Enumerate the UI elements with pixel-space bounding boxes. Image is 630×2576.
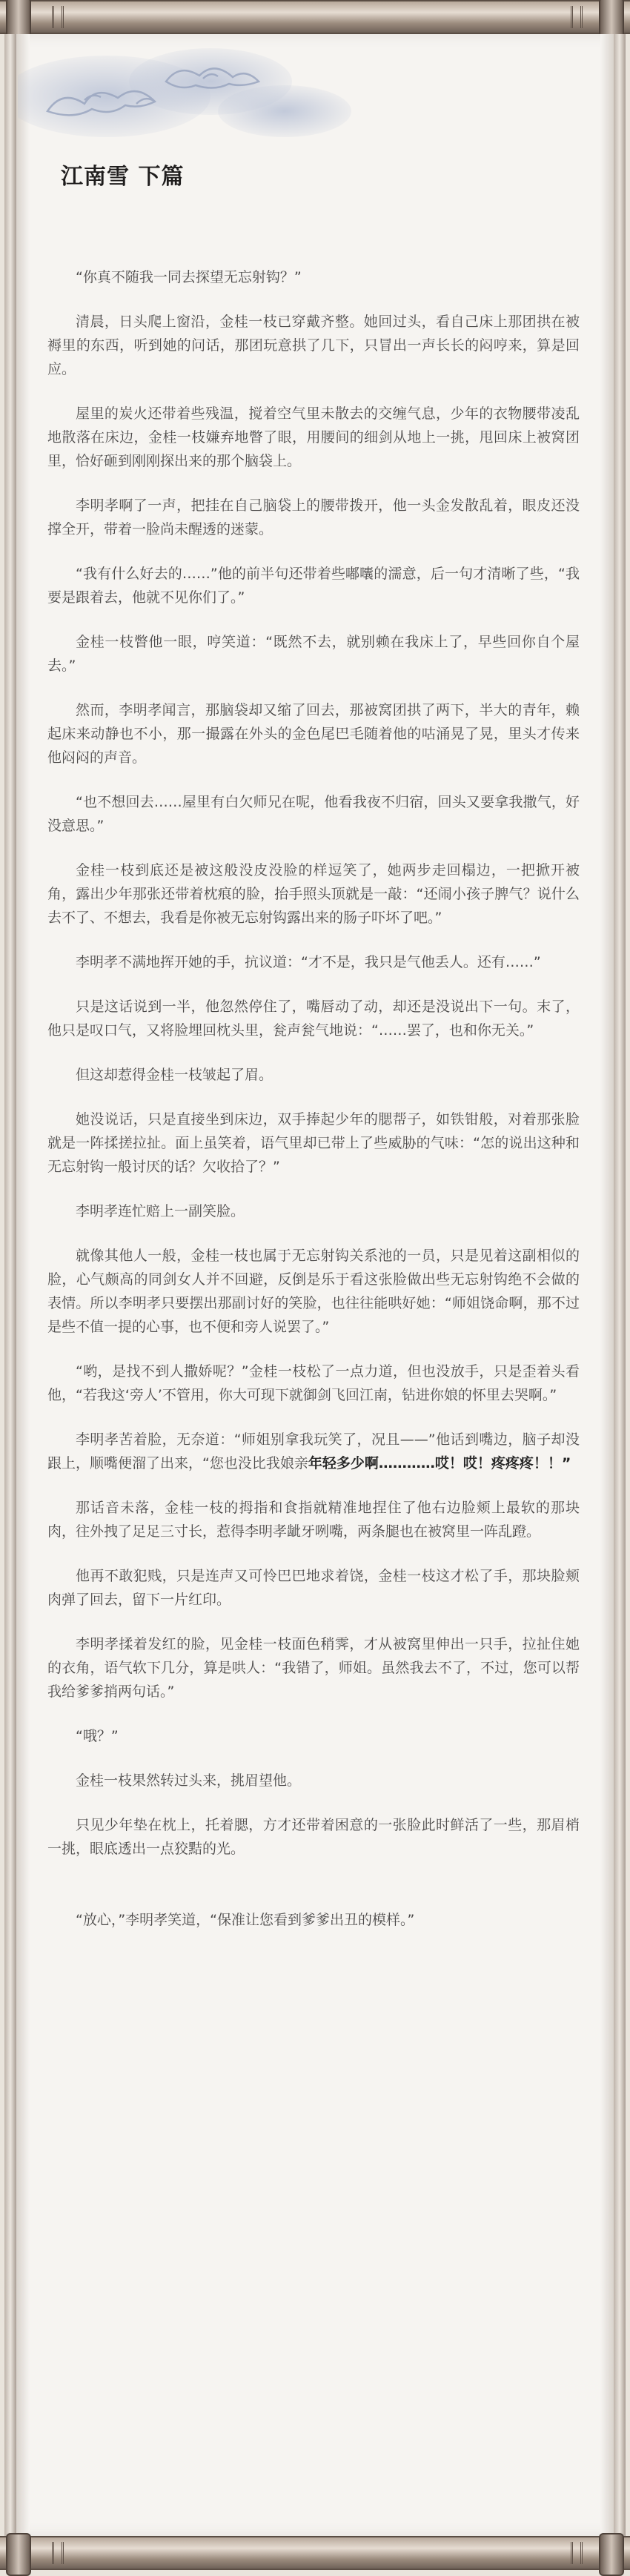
paragraph: 但这却惹得金桂一枝皱起了眉。 bbox=[76, 1067, 273, 1083]
paragraph: 李明孝连忙赔上一副笑脸。 bbox=[76, 1203, 245, 1219]
paragraph: 清晨，日头爬上窗沿，金桂一枝已穿戴齐整。她回过头，看自己床上那团拱在被褥里的东西，听到她的问话，那团玩意拱了几下，只冒出一声长长的闷哼来，算是回应。 bbox=[47, 314, 580, 377]
cloud-decoration-icon bbox=[18, 30, 374, 156]
paragraph: 金桂一枝果然转过头来，挑眉望他。 bbox=[76, 1772, 302, 1789]
paragraph: 然而，李明孝闻言，那脑袋却又缩了回去，那被窝团拱了两下，半大的青年，赖起床来动静也不小，那一撮露在外头的金色尾巴毛随着他的咕涌晃了晃，里头才传来他闷闷的声音。 bbox=[47, 702, 580, 766]
paragraph: 她没说话，只是直接坐到床边，双手捧起少年的腮帮子，如铁钳般，对着那张脸就是一阵揉搓拉扯。面上虽笑着，语气里却已带上了些威胁的气味：“怎的说出这种和无忘射钩一般讨厌的话？欠收拾了？” bbox=[47, 1111, 580, 1175]
paragraph: 他再不敢犯贱，只是连声又可怜巴巴地求着饶，金桂一枝这才松了手，那块脸颊肉弹了回去，留下一片红印。 bbox=[47, 1568, 580, 1608]
bold-emphasis: 年轻多少啊…………哎！哎！疼疼疼！！” bbox=[308, 1455, 571, 1471]
paragraph: “哟，是找不到人撒娇呢？”金桂一枝松了一点力道，但也没放手，只是歪着头看他，“若我这‘旁人’不管用，你大可现下就御剑飞回江南，钻进你娘的怀里去哭啊。” bbox=[47, 1363, 580, 1403]
chapter-title: 江南雪 下篇 bbox=[61, 164, 185, 190]
rod-cap-left-bottom bbox=[6, 2533, 31, 2576]
paragraph: 李明孝苦着脸，无奈道：“师姐别拿我玩笑了，况且——”他话到嘴边，脑子却没跟上，顺嘴便溜了出来，“您也没比我娘亲年轻多少啊…………哎！哎！疼疼疼！！” bbox=[47, 1431, 580, 1471]
paragraph: 就像其他人一般，金桂一枝也属于无忘射钩关系池的一员，只是见着这副相似的脸，心气颇高的同剑女人并不回避，反倒是乐于看这张脸做出些无忘射钩绝不会做的表情。所以李明孝只要摆出那副讨好的笑脸，也往往能哄好她：“师姐饶命啊，那不过是些不值一提的心事，也不便和旁人说罢了。” bbox=[47, 1248, 580, 1335]
paragraph: “你真不随我一同去探望无忘射钩？” bbox=[76, 269, 302, 285]
rod-band bbox=[52, 2542, 64, 2564]
rod-band bbox=[571, 2542, 583, 2564]
paragraph: 那话音未落，金桂一枝的拇指和食指就精准地捏住了他右边脸颊上最软的那块肉，往外拽了足足三寸长，惹得李明孝龇牙咧嘴，两条腿也在被窝里一阵乱蹬。 bbox=[47, 1500, 580, 1540]
scroll-side-rail-left bbox=[4, 34, 16, 2536]
rod-cap-right-bottom bbox=[599, 2533, 624, 2576]
paragraph: 李明孝不满地挥开她的手，抗议道：“才不是，我只是气他丢人。还有……” bbox=[76, 954, 541, 970]
rod-band bbox=[571, 6, 583, 28]
scroll-side-rail-right bbox=[614, 34, 626, 2536]
paragraph: 只是这话说到一半，他忽然停住了，嘴唇动了动，却还是没说出下一句。末了，他只是叹口气，又将脸埋回枕头里，瓮声瓮气地说：“……罢了，也和你无关。” bbox=[47, 999, 580, 1039]
paragraph: “哦？” bbox=[76, 1728, 119, 1744]
paragraph: 金桂一枝到底还是被这般没皮没脸的样逗笑了，她两步走回榻边，一把掀开被角，露出少年那张还带着枕痕的脸，抬手照头顶就是一敲：“还闹小孩子脾气？说什么去不了、不想去，我看是你被无忘射钩露出来的肠子吓坏了吧。” bbox=[47, 862, 580, 926]
paragraph: 李明孝啊了一声，把挂在自己脑袋上的腰带拨开，他一头金发散乱着，眼皮还没撑全开，带着一脸尚未醒透的迷蒙。 bbox=[47, 497, 580, 537]
paragraph: “也不想回去……屋里有白欠师兄在呢，他看我夜不归宿，回头又要拿我撒气，好没意思。” bbox=[47, 794, 580, 834]
paragraph: “我有什么好去的……”他的前半句还带着些嘟囔的濡意，后一句才清晰了些，“我要是跟着去，他就不见你们了。” bbox=[47, 566, 580, 606]
paragraph: 金桂一枝瞥他一眼，哼笑道：“既然不去，就别赖在我床上了，早些回你自个屋去。” bbox=[47, 634, 580, 674]
paragraph: 只见少年垫在枕上，托着腮，方才还带着困意的一张脸此时鲜活了一些，那眉梢一挑，眼底透出一点狡黠的光。 bbox=[47, 1817, 580, 1857]
paragraph: 屋里的炭火还带着些残温，搅着空气里未散去的交缠气息，少年的衣物腰带凌乱地散落在床边，金桂一枝嫌弃地瞥了眼，用腰间的细剑从地上一挑，甩回床上被窝团里，恰好砸到刚刚探出来的那个脑袋上。 bbox=[47, 405, 580, 469]
paragraph: “放心，”李明孝笑道，“保准让您看到爹爹出丑的模样。” bbox=[76, 1912, 415, 1928]
rod-band bbox=[52, 6, 64, 28]
paragraph: 李明孝揉着发红的脸，见金桂一枝面色稍霁，才从被窝里伸出一只手，拉扯住她的衣角，语气软下几分，算是哄人：“我错了，师姐。虽然我去不了，不过，您可以帮我给爹爹捎两句话。” bbox=[47, 1636, 580, 1700]
story-body bbox=[47, 265, 580, 1953]
scroll-rod-bottom bbox=[0, 2536, 630, 2570]
